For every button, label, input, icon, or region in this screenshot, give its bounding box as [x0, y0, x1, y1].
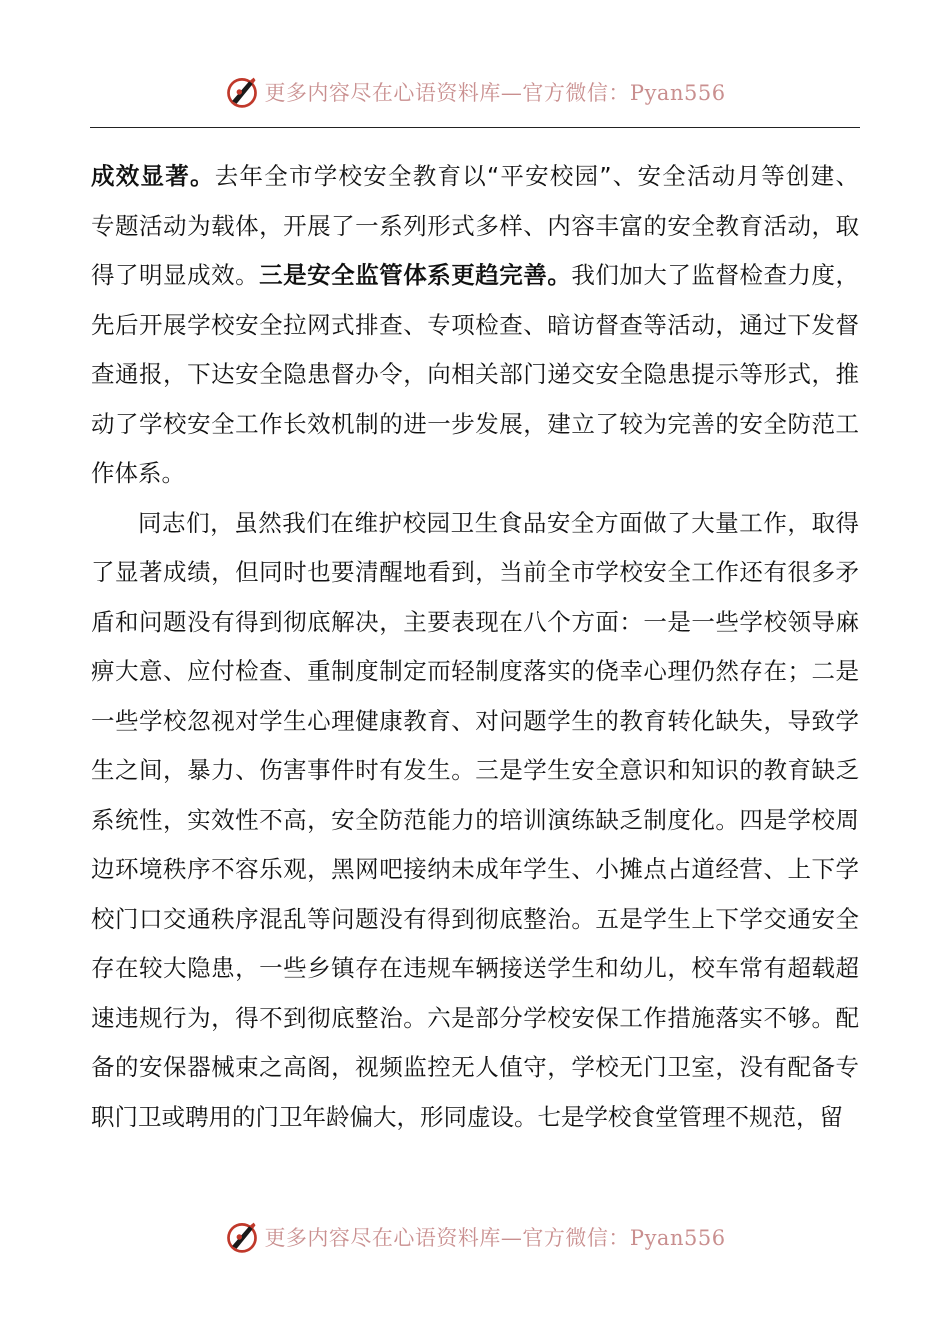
footer-watermark	[0, 1217, 950, 1257]
text-run: 系统性，实效性不高，安全防范能力的培训演练缺乏制度化。四是学校周	[91, 805, 859, 834]
header-divider	[90, 127, 860, 128]
document-body	[91, 152, 859, 1142]
text-run: 查通报，下达安全隐患督办令，向相关部门递交安全隐患提示等形式，推	[91, 360, 859, 388]
text-line	[91, 746, 859, 796]
text-run: 去年全市学校安全教育以“平安校园”、安全活动月等创建、	[214, 162, 859, 190]
text-line	[91, 697, 859, 747]
text-run: 备的安保器械束之高阁，视频监控无人值守，学校无门卫室，没有配备专	[91, 1053, 859, 1081]
text-run: 校门口交通秩序混乱等问题没有得到彻底整治。五是学生上下学交通安全	[91, 904, 859, 933]
text-run: 了显著成绩，但同时也要清醒地看到，当前全市学校安全工作还有很多矛	[91, 558, 859, 586]
text-run: 动了学校安全工作长效机制的进一步发展，建立了较为完善的安全防范工	[91, 409, 859, 438]
text-line	[91, 1093, 859, 1143]
text-line	[91, 647, 859, 697]
header-watermark	[0, 72, 950, 112]
text-line	[91, 548, 859, 598]
text-line	[91, 400, 859, 450]
text-run: 作体系。	[91, 459, 185, 487]
text-line	[91, 895, 859, 945]
text-line	[91, 152, 859, 202]
text-run: 存在较大隐患，一些乡镇存在违规车辆接送学生和幼儿，校车常有超载超	[91, 954, 859, 982]
text-line	[91, 598, 859, 648]
pen-circle-logo-icon	[224, 1219, 260, 1255]
text-run: 同志们，虽然我们在维护校园卫生食品安全方面做了大量工作，取得	[138, 508, 859, 537]
text-run: 先后开展学校安全拉网式排查、专项检查、暗访督查等活动，通过下发督	[91, 310, 859, 339]
text-run: 专题活动为载体，开展了一系列形式多样、内容丰富的安全教育活动，取	[91, 211, 859, 240]
bold-text-run: 三是安全监管体系更趋完善。	[259, 261, 572, 289]
text-run: 得了明显成效。	[91, 261, 260, 289]
text-run: 生之间，暴力、伤害事件时有发生。三是学生安全意识和知识的教育缺乏	[91, 756, 859, 784]
text-line	[91, 796, 859, 846]
text-run: 一些学校忽视对学生心理健康教育、对问题学生的教育转化缺失，导致学	[91, 706, 859, 735]
text-line	[91, 350, 859, 400]
watermark-text: 更多内容尽在心语资料库—官方微信：Pyan556	[264, 1226, 726, 1250]
text-line	[91, 449, 859, 499]
text-line	[91, 944, 859, 994]
watermark-text: 更多内容尽在心语资料库—官方微信：Pyan556	[264, 81, 726, 105]
text-run: 我们加大了监督检查力度，	[571, 261, 860, 289]
text-run: 盾和问题没有得到彻底解决，主要表现在八个方面：一是一些学校领导麻	[91, 607, 859, 636]
text-run: 职门卫或聘用的门卫年龄偏大，形同虚设。七是学校食堂管理不规范，留	[91, 1102, 843, 1131]
text-line	[91, 845, 859, 895]
text-run: 速违规行为，得不到彻底整治。六是部分学校安保工作措施落实不够。配	[91, 1003, 859, 1032]
text-run: 边环境秩序不容乐观，黑网吧接纳未成年学生、小摊点占道经营、上下学	[91, 855, 859, 883]
text-line	[91, 202, 859, 252]
text-line	[91, 301, 859, 351]
text-line	[91, 251, 859, 301]
bold-text-run: 成效显著。	[91, 162, 215, 190]
text-run: 痹大意、应付检查、重制度制定而轻制度落实的侥幸心理仍然存在；二是	[91, 657, 859, 685]
pen-circle-logo-icon	[224, 74, 260, 110]
text-line	[91, 994, 859, 1044]
text-line	[91, 1043, 859, 1093]
text-line	[91, 499, 859, 549]
